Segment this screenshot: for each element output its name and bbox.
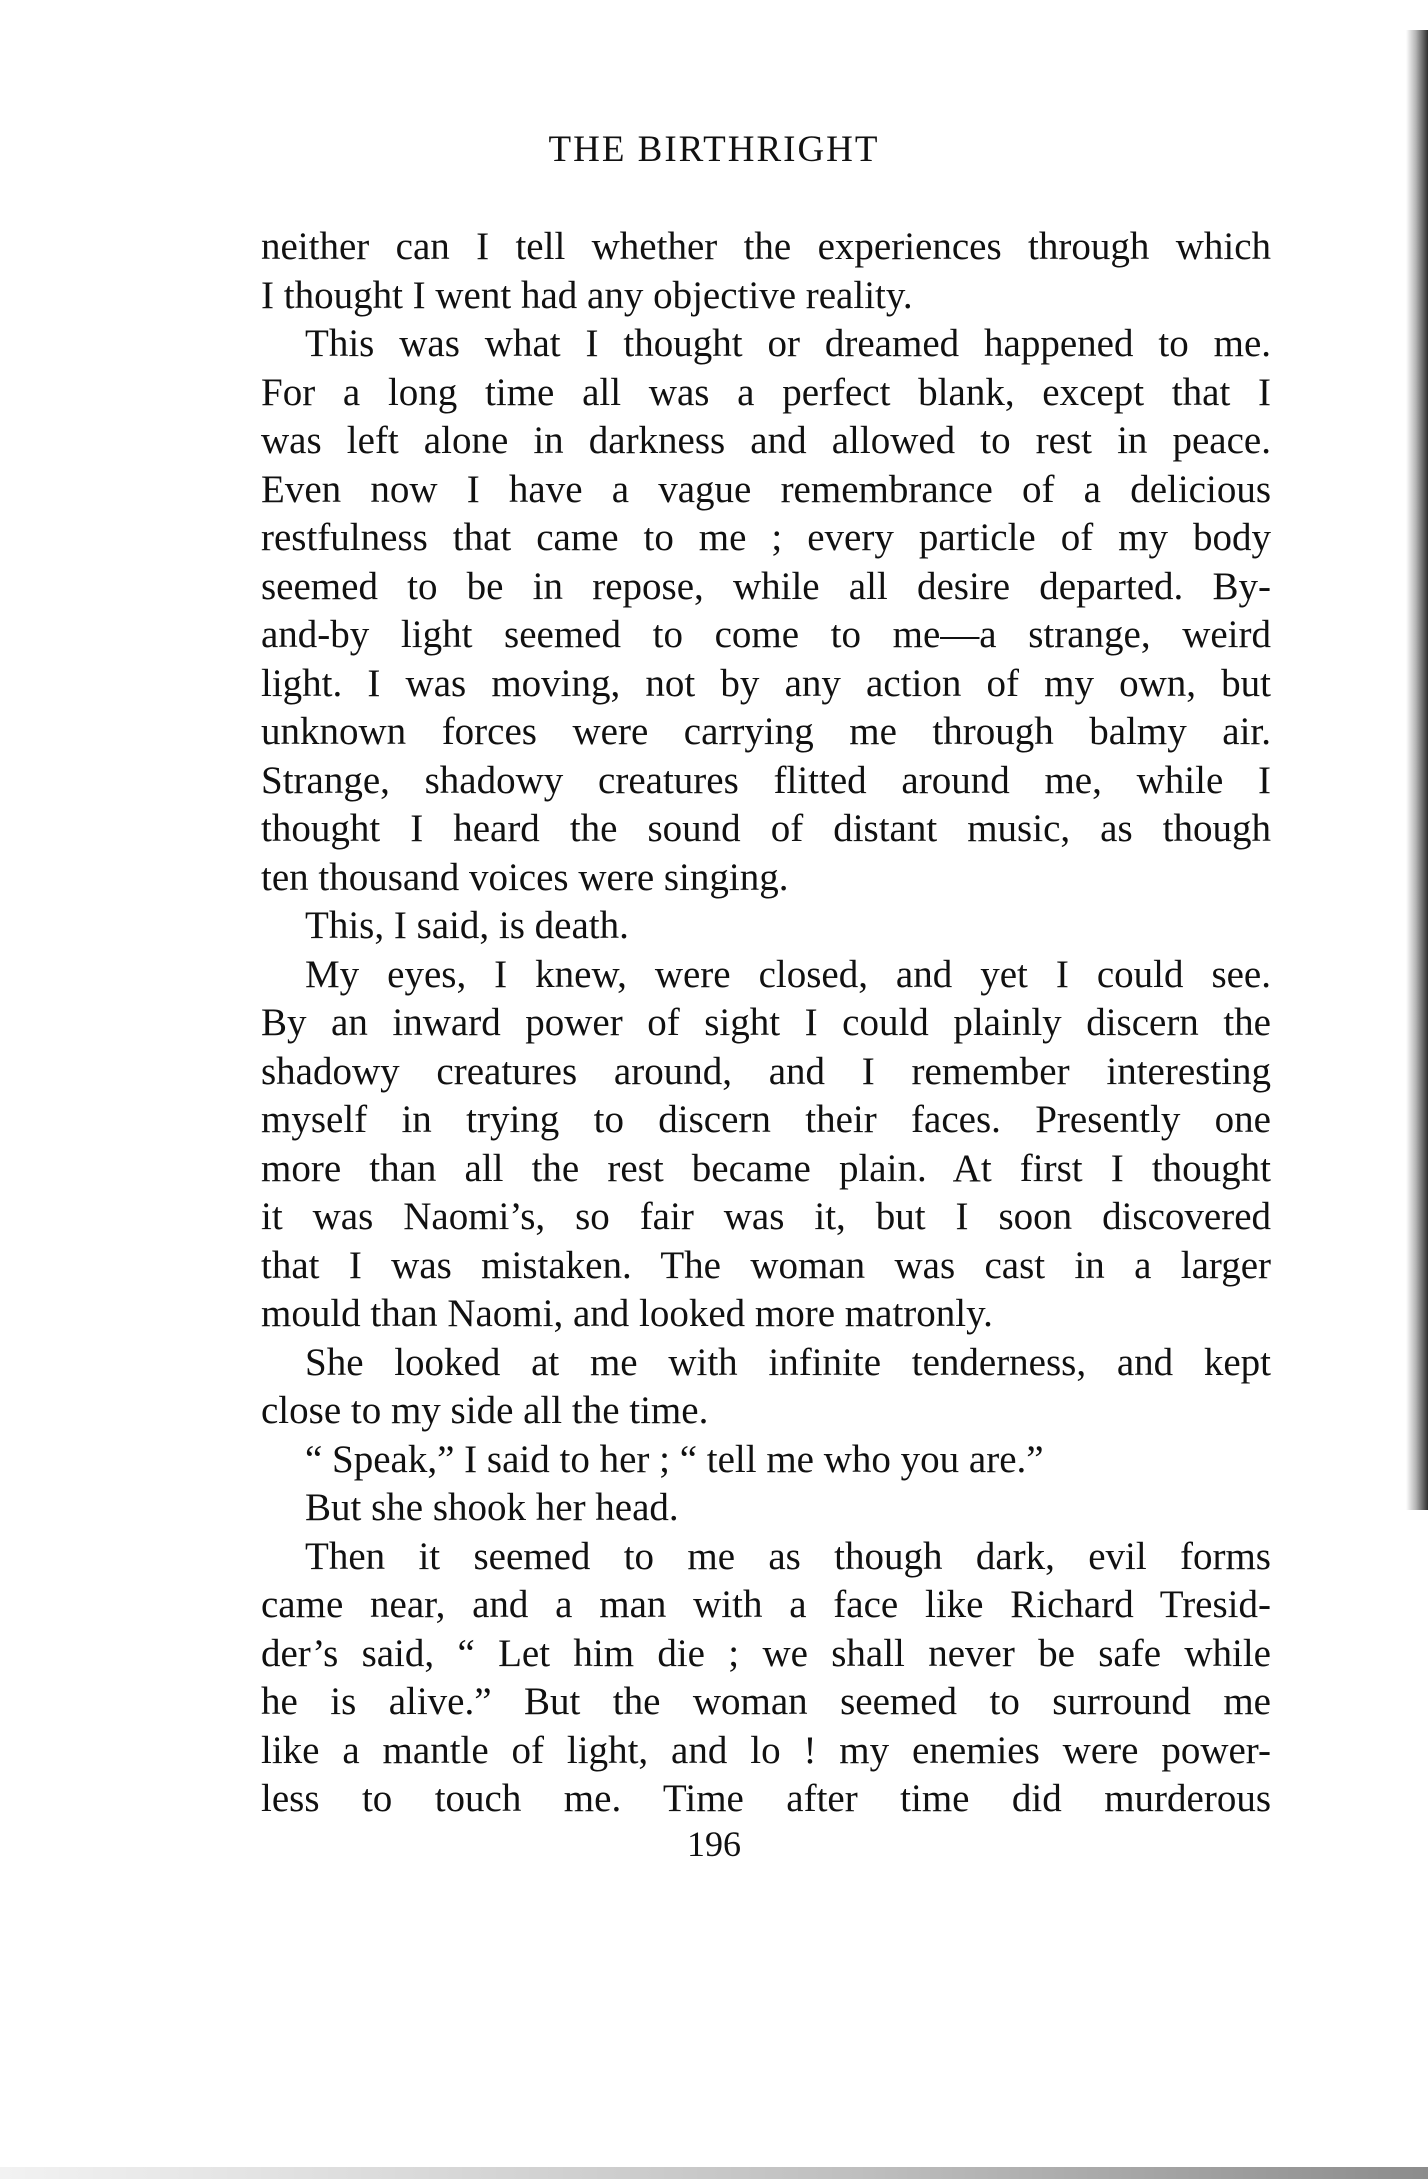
text-line: like a mantle of light, and lo ! my enemies were power- [261,1728,1271,1772]
page-edge-shadow [1406,30,1428,1510]
text-line: ten thousand voices were singing. [261,855,789,899]
text-line: Then it seemed to me as though dark, evil forms [305,1534,1271,1578]
text-line: But she shook her head. [305,1486,679,1529]
text-line: der’s said, “ Let him die ; we shall never be safe while [261,1631,1271,1675]
scan-edge [0,2167,1428,2179]
text-line: I thought I went had any objective reality. [261,273,913,317]
text-line: By an inward power of sight I could plainly discern the [261,1001,1271,1044]
text-line: For a long time all was a perfect blank, except that I [261,370,1271,414]
text-line: more than all the rest became plain. At first I thought [261,1146,1271,1190]
text-line: My eyes, I knew, were closed, and yet I could see. [305,952,1271,996]
text-line: light. I was moving, not by any action of my own, but [261,661,1271,705]
text-line: was left alone in darkness and allowed to rest in peace. [261,419,1271,462]
text-line: unknown forces were carrying me through balmy air. [261,710,1271,753]
text-line: Even now I have a vague remembrance of a delicious [261,467,1271,511]
page-number: 196 [687,1824,741,1864]
body-text [261,223,1271,1824]
text-line: Strange, shadowy creatures flitted around me, while I [261,758,1271,802]
text-line: that I was mistaken. The woman was cast in a larger [261,1243,1271,1287]
text-line: “ Speak,” I said to her ; “ tell me who you are.” [305,1437,1044,1481]
text-line: This, I said, is death. [305,904,629,947]
text-line: mould than Naomi, and looked more matronly. [261,1292,993,1335]
text-line: he is alive.” But the woman seemed to surround me [261,1680,1271,1723]
text-line: restfulness that came to me ; every particle of my body [261,516,1271,559]
text-line: less to touch me. Time after time did murderous [261,1777,1271,1820]
running-title: THE BIRTHRIGHT [548,129,880,170]
text-line: neither can I tell whether the experiences through which [261,225,1271,268]
text-line: it was Naomi’s, so fair was it, but I soon discovered [261,1195,1271,1238]
text-line: seemed to be in repose, while all desire departed. By- [261,564,1271,608]
text-line: myself in trying to discern their faces. Presently one [261,1098,1271,1141]
text-line: close to my side all the time. [261,1389,709,1432]
text-line: thought I heard the sound of distant music, as though [261,807,1271,850]
text-line: and-by light seemed to come to me—a strange, weird [261,613,1271,656]
text-line: She looked at me with infinite tenderness, and kept [305,1340,1271,1384]
text-line: came near, and a man with a face like Richard Tresid- [261,1583,1271,1626]
text-line: shadowy creatures around, and I remember interesting [261,1049,1271,1093]
text-line: This was what I thought or dreamed happened to me. [305,322,1271,365]
